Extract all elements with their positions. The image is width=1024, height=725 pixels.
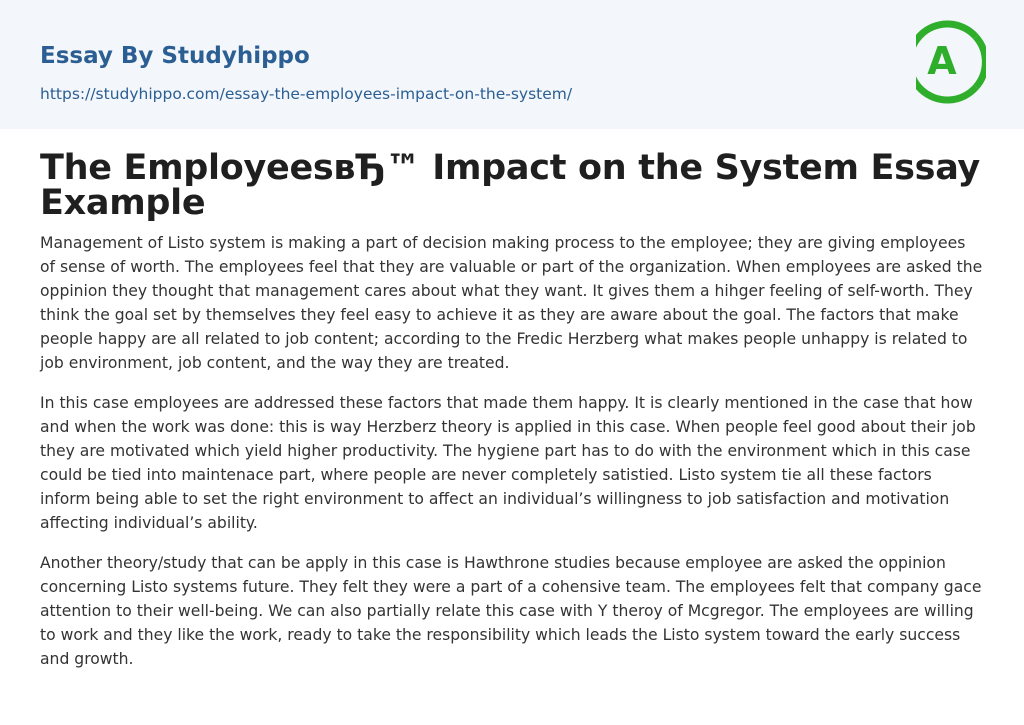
essay-paragraph-2: In this case employees are addressed these factors that made them happy. It is clearly mentioned in the case that how and when the work was done: this is way Herzberz theory is applied in this case. When people feel good about their job they are motivated which yield higher productivity. The hygiene part has to do with the environment which in this case could be tied into maintenace part, where people are never completely satistied. Listo system tie all these factors inform being able to set the right environment to affect an individual’s willingness to job satisfaction and motivation affecting individual’s ability. [40,394,976,532]
studyhippo-logo-icon[interactable] [916,20,986,104]
essay-title: The EmployeesвЂ™ Impact on the System Essay Example [40,148,980,223]
essay-paragraph-3: Another theory/study that can be apply in this case is Hawthrone studies because employee are asked the oppinion concerning Listo systems future. They felt they were a part of a cohensive team. The employees felt that company gace attention to their well-being. We can also partially relate this case with Y theroy of Mcgregor. The employees are willing to work and they like the work, ready to take the responsibility which leads the Listo system toward the early success and growth. [40,554,982,668]
essay-paragraph-1: Management of Listo system is making a part of decision making process to the employee; they are giving employees of sense of worth. The employees feel that they are valuable or part of the organization. When employees are asked the oppinion they thought that management cares about what they want. It gives them a hihger feeling of self-worth. They think the goal set by themselves they feel easy to achieve it as they are aware about the goal. The factors that make people happy are all related to job content; according to the Fredic Herzberg what makes people unhappy is related to job environment, job content, and the way they are treated. [40,234,983,372]
logo-letter: A [927,39,957,83]
site-header [0,0,1024,129]
site-brand[interactable]: Essay By Studyhippo [40,43,310,69]
essay-content [0,148,1024,671]
essay-url-link[interactable]: https://studyhippo.com/essay-the-employees-impact-on-the-system/ [40,85,573,103]
